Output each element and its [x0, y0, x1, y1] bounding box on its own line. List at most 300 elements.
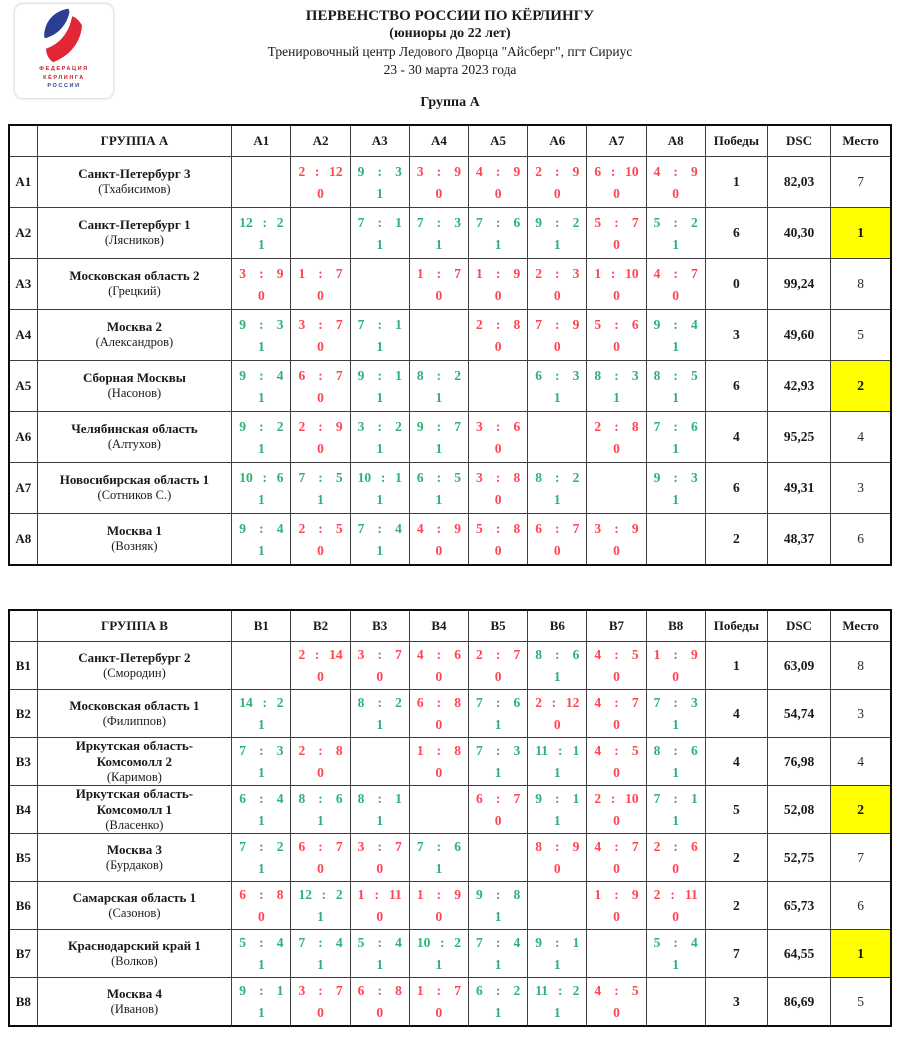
score-separator: : — [673, 935, 678, 950]
score-separator: : — [555, 647, 560, 662]
win-indicator: 1 — [257, 861, 265, 876]
score-left: 1 — [653, 647, 661, 662]
win-indicator: 1 — [376, 491, 384, 507]
win-indicator: 1 — [435, 491, 443, 507]
opponent-column-header: B8 — [646, 610, 705, 642]
summary-column-header: Место — [831, 610, 891, 642]
score-left: 2 — [594, 791, 602, 806]
score-line — [291, 839, 349, 854]
match-score — [469, 521, 527, 558]
summary-column-header: DSC — [767, 610, 830, 642]
match-score — [351, 935, 409, 972]
score-left: 7 — [416, 839, 424, 854]
row-id-cell: A6 — [9, 412, 37, 463]
score-right: 9 — [572, 839, 580, 854]
score-line — [232, 317, 290, 332]
win-indicator: 1 — [553, 765, 561, 780]
score-right: 10 — [625, 163, 639, 179]
score-line — [410, 521, 468, 536]
team-row — [9, 882, 891, 930]
score-left: 4 — [594, 695, 602, 710]
score-left: 8 — [653, 367, 661, 383]
score-right: 7 — [631, 214, 639, 230]
score-line — [291, 983, 349, 998]
diagonal-cell — [350, 738, 409, 786]
wins-cell: 7 — [705, 930, 767, 978]
win-indicator: 0 — [494, 542, 502, 558]
win-indicator: 1 — [257, 338, 265, 354]
match-score-cell — [646, 259, 705, 310]
match-score-cell — [469, 463, 528, 514]
match-score-cell — [587, 882, 646, 930]
match-score-cell — [528, 642, 587, 690]
skip-name: (Александров) — [95, 335, 174, 350]
dsc-cell: 52,08 — [767, 786, 830, 834]
win-indicator: 1 — [317, 491, 324, 507]
score-right: 10 — [625, 265, 639, 281]
score-line — [410, 266, 468, 281]
wins-cell: 5 — [705, 786, 767, 834]
match-score — [469, 470, 527, 507]
match-score-cell — [587, 642, 646, 690]
match-score-cell — [409, 463, 468, 514]
match-score-cell — [528, 157, 587, 208]
match-score-cell — [528, 690, 587, 738]
match-score — [587, 791, 645, 828]
score-separator: : — [614, 316, 619, 332]
score-left: 7 — [476, 695, 483, 710]
match-score-cell — [528, 978, 587, 1027]
match-score-cell — [469, 412, 528, 463]
score-right: 4 — [395, 935, 402, 950]
match-score — [587, 887, 645, 924]
team-name: Москва 3 — [106, 841, 162, 857]
score-separator: : — [259, 983, 264, 998]
match-score — [587, 983, 645, 1020]
match-score-cell — [587, 361, 646, 412]
win-indicator: 0 — [317, 1005, 324, 1020]
win-indicator: 0 — [317, 669, 324, 684]
win-indicator: 0 — [672, 669, 680, 684]
score-left: 7 — [239, 839, 246, 854]
team-cell — [37, 882, 232, 930]
score-line — [351, 887, 409, 902]
place-cell: 4 — [831, 738, 891, 786]
opponent-column-header: A3 — [350, 125, 409, 157]
score-separator: : — [495, 316, 501, 332]
score-separator: : — [318, 316, 323, 332]
match-score-cell — [291, 361, 350, 412]
skip-name: (Грецкий) — [108, 284, 161, 299]
score-left: 10 — [239, 469, 253, 485]
score-line — [232, 419, 290, 434]
match-score — [647, 419, 705, 456]
score-left: 1 — [594, 265, 602, 281]
match-score-cell — [350, 882, 409, 930]
score-separator: : — [614, 887, 619, 902]
score-right: 2 — [572, 983, 580, 998]
match-score-cell — [409, 834, 468, 882]
score-right: 1 — [395, 316, 402, 332]
match-score — [291, 839, 349, 876]
score-right: 9 — [631, 887, 639, 902]
dsc-cell: 99,24 — [767, 259, 830, 310]
score-right: 8 — [513, 316, 521, 332]
score-line — [232, 521, 290, 536]
team-row — [9, 834, 891, 882]
group-name-header: ГРУППА В — [37, 610, 232, 642]
team-row — [9, 463, 891, 514]
match-score — [587, 164, 645, 201]
score-right: 8 — [395, 983, 402, 998]
match-score — [410, 521, 468, 558]
score-line — [647, 470, 705, 485]
match-score — [291, 983, 349, 1020]
match-score-cell — [232, 882, 291, 930]
score-left: 3 — [239, 265, 246, 281]
score-line — [587, 983, 645, 998]
win-indicator: 1 — [435, 861, 443, 876]
score-line — [469, 317, 527, 332]
match-score-cell — [291, 310, 350, 361]
score-separator: : — [377, 647, 382, 662]
match-score — [528, 839, 586, 876]
skip-name: (Возняк) — [111, 539, 158, 554]
match-score-cell — [469, 157, 528, 208]
match-score-cell — [291, 412, 350, 463]
score-right: 1 — [395, 469, 402, 485]
row-id-cell: B1 — [9, 642, 37, 690]
match-score — [587, 215, 645, 252]
score-separator: : — [555, 469, 560, 485]
win-indicator: 0 — [613, 185, 620, 201]
opponent-column-header: A1 — [232, 125, 291, 157]
team-name: Московская область 2 — [69, 268, 200, 284]
wins-cell: 6 — [705, 208, 767, 259]
score-separator: : — [259, 316, 264, 332]
match-score — [410, 470, 468, 507]
score-right: 6 — [513, 418, 521, 434]
score-right: 1 — [395, 791, 402, 806]
score-left: 4 — [594, 743, 602, 758]
match-score — [410, 935, 468, 972]
win-indicator: 0 — [257, 287, 265, 303]
score-line — [587, 266, 645, 281]
match-score — [410, 419, 468, 456]
skip-name: (Иванов) — [110, 1001, 159, 1016]
score-right: 1 — [572, 743, 580, 758]
dates-line: 23 - 30 марта 2023 года — [383, 62, 517, 77]
win-indicator: 0 — [376, 1005, 384, 1020]
win-indicator: 0 — [317, 861, 324, 876]
score-separator: : — [673, 214, 678, 230]
score-separator: : — [377, 367, 382, 383]
score-line — [528, 317, 586, 332]
row-id-cell: A2 — [9, 208, 37, 259]
score-line — [647, 935, 705, 950]
win-indicator: 1 — [376, 717, 384, 732]
score-left: 4 — [416, 520, 424, 536]
row-id-cell: B2 — [9, 690, 37, 738]
score-line — [647, 164, 705, 179]
match-score-cell — [469, 978, 528, 1027]
score-separator: : — [495, 647, 501, 662]
match-score — [351, 215, 409, 252]
team-name: Санкт-Петербург 3 — [78, 166, 191, 182]
team-cell — [37, 834, 232, 882]
match-score-cell — [528, 738, 587, 786]
win-indicator: 0 — [435, 909, 443, 924]
score-separator: : — [377, 839, 382, 854]
score-separator: : — [614, 520, 619, 536]
score-separator: : — [555, 520, 560, 536]
score-left: 8 — [416, 367, 424, 383]
win-indicator: 1 — [317, 909, 324, 924]
match-score — [232, 470, 290, 507]
score-separator: : — [614, 647, 619, 662]
win-indicator: 1 — [672, 236, 680, 252]
score-left: 4 — [594, 839, 602, 854]
team-cell — [37, 208, 232, 259]
score-left: 7 — [357, 214, 365, 230]
score-right: 11 — [389, 887, 402, 902]
match-score — [351, 470, 409, 507]
score-line — [469, 419, 527, 434]
match-score — [528, 317, 586, 354]
score-line — [647, 647, 705, 662]
score-line — [232, 935, 290, 950]
score-left: 5 — [239, 935, 246, 950]
score-separator: : — [495, 520, 501, 536]
match-score — [351, 647, 409, 684]
score-right: 6 — [572, 647, 580, 662]
team-row — [9, 786, 891, 834]
win-indicator: 0 — [672, 909, 680, 924]
score-left: 6 — [357, 983, 365, 998]
score-right: 6 — [513, 214, 521, 230]
win-indicator: 1 — [257, 957, 265, 972]
score-separator: : — [262, 469, 267, 485]
match-score-cell — [646, 738, 705, 786]
header-row — [9, 610, 891, 642]
score-right: 7 — [454, 418, 461, 434]
win-indicator: 0 — [553, 287, 561, 303]
score-right: 9 — [335, 418, 343, 434]
score-right: 8 — [513, 520, 521, 536]
match-score-cell — [291, 930, 350, 978]
team-name: Самарская область 1 — [72, 889, 197, 905]
match-score-cell — [409, 412, 468, 463]
score-right: 1 — [276, 983, 284, 998]
score-left: 6 — [476, 791, 483, 806]
score-left: 2 — [594, 418, 602, 434]
match-score — [528, 935, 586, 972]
win-indicator: 1 — [257, 717, 265, 732]
match-score-cell — [232, 310, 291, 361]
score-separator: : — [673, 839, 678, 854]
score-left: 8 — [357, 695, 365, 710]
score-left: 7 — [357, 520, 365, 536]
win-indicator: 0 — [317, 185, 324, 201]
score-line — [232, 743, 290, 758]
score-left: 1 — [416, 983, 424, 998]
team-name: Санкт-Петербург 1 — [78, 217, 191, 233]
score-right: 8 — [513, 469, 521, 485]
match-score-cell — [232, 514, 291, 566]
score-separator: : — [377, 163, 382, 179]
score-line — [351, 521, 409, 536]
match-score — [587, 266, 645, 303]
diagonal-cell — [587, 930, 646, 978]
score-line — [469, 266, 527, 281]
score-left: 7 — [416, 214, 424, 230]
score-separator: : — [259, 367, 264, 383]
skip-name: (Каримов) — [106, 769, 162, 784]
score-line — [410, 164, 468, 179]
wins-cell: 2 — [705, 514, 767, 566]
score-line — [528, 839, 586, 854]
score-right: 5 — [691, 367, 698, 383]
score-separator: : — [614, 695, 619, 710]
score-left: 6 — [476, 983, 483, 998]
match-score — [410, 368, 468, 405]
team-cell — [37, 690, 232, 738]
score-line — [469, 215, 527, 230]
match-score-cell — [587, 310, 646, 361]
match-score — [291, 164, 349, 201]
opponent-column-header: A8 — [646, 125, 705, 157]
score-right: 2 — [513, 983, 521, 998]
score-separator: : — [318, 367, 323, 383]
win-indicator: 0 — [257, 909, 265, 924]
match-score — [528, 470, 586, 507]
score-separator: : — [495, 695, 501, 710]
match-score — [410, 887, 468, 924]
score-left: 12 — [239, 214, 253, 230]
win-indicator: 1 — [317, 813, 324, 828]
score-line — [587, 521, 645, 536]
team-cell — [37, 412, 232, 463]
skip-name: (Сазонов) — [108, 905, 161, 920]
match-score — [647, 317, 705, 354]
match-score — [351, 317, 409, 354]
score-right: 3 — [276, 743, 284, 758]
match-score — [469, 743, 527, 780]
score-separator: : — [262, 695, 267, 710]
score-separator: : — [495, 265, 501, 281]
score-right: 9 — [454, 520, 461, 536]
win-indicator: 0 — [317, 542, 324, 558]
score-left: 2 — [298, 520, 306, 536]
score-line — [410, 470, 468, 485]
score-right: 7 — [395, 839, 402, 854]
score-left: 7 — [653, 791, 661, 806]
win-indicator: 0 — [553, 338, 561, 354]
match-score — [291, 470, 349, 507]
score-separator: : — [436, 520, 442, 536]
match-score — [587, 419, 645, 456]
team-name: Новосибирская область 1 — [59, 472, 210, 488]
score-line — [528, 983, 586, 998]
match-score — [232, 743, 290, 780]
score-right: 8 — [631, 418, 639, 434]
team-name: Иркутская область- — [75, 738, 194, 754]
score-separator: : — [377, 520, 382, 536]
score-line — [232, 839, 290, 854]
match-score-cell — [646, 642, 705, 690]
team-cell — [37, 738, 232, 786]
match-score-cell — [587, 157, 646, 208]
team-cell — [37, 157, 232, 208]
win-indicator: 1 — [494, 957, 502, 972]
match-score-cell — [232, 738, 291, 786]
score-right: 7 — [335, 839, 343, 854]
team-row — [9, 208, 891, 259]
score-separator: : — [495, 214, 501, 230]
match-score — [528, 743, 586, 780]
opponent-column-header: A5 — [469, 125, 528, 157]
win-indicator: 1 — [257, 440, 265, 456]
skip-name: (Алтухов) — [107, 437, 161, 452]
dsc-cell: 49,31 — [767, 463, 830, 514]
match-score — [291, 368, 349, 405]
match-score-cell — [232, 978, 291, 1027]
score-line — [351, 839, 409, 854]
score-left: 1 — [416, 265, 424, 281]
match-score — [232, 887, 290, 924]
score-separator: : — [259, 418, 264, 434]
score-separator: : — [318, 983, 323, 998]
score-line — [647, 215, 705, 230]
score-separator: : — [262, 214, 267, 230]
score-separator: : — [436, 887, 442, 902]
score-separator: : — [614, 367, 619, 383]
score-left: 5 — [476, 520, 483, 536]
match-score-cell — [469, 690, 528, 738]
score-line — [469, 695, 527, 710]
score-line — [410, 695, 468, 710]
score-line — [410, 368, 468, 383]
match-score-cell — [528, 930, 587, 978]
match-score-cell — [409, 738, 468, 786]
score-right: 2 — [691, 214, 698, 230]
score-right: 7 — [513, 791, 521, 806]
diagonal-cell — [409, 310, 468, 361]
match-score-cell — [646, 463, 705, 514]
score-line — [291, 743, 349, 758]
score-left: 6 — [416, 695, 424, 710]
dsc-cell: 52,75 — [767, 834, 830, 882]
diagonal-cell — [587, 463, 646, 514]
score-right: 7 — [335, 983, 343, 998]
match-score-cell — [232, 259, 291, 310]
score-line — [232, 887, 290, 902]
score-separator: : — [555, 791, 560, 806]
match-score — [587, 647, 645, 684]
match-score — [351, 839, 409, 876]
score-line — [410, 983, 468, 998]
score-right: 11 — [684, 887, 698, 902]
match-score — [469, 419, 527, 456]
match-score — [291, 647, 349, 684]
place-cell: 8 — [831, 259, 891, 310]
score-left: 7 — [298, 469, 306, 485]
win-indicator: 0 — [435, 185, 443, 201]
score-separator: : — [495, 935, 501, 950]
match-score-cell — [646, 690, 705, 738]
score-left: 9 — [653, 469, 661, 485]
team-name: Комсомолл 2 — [96, 753, 173, 769]
